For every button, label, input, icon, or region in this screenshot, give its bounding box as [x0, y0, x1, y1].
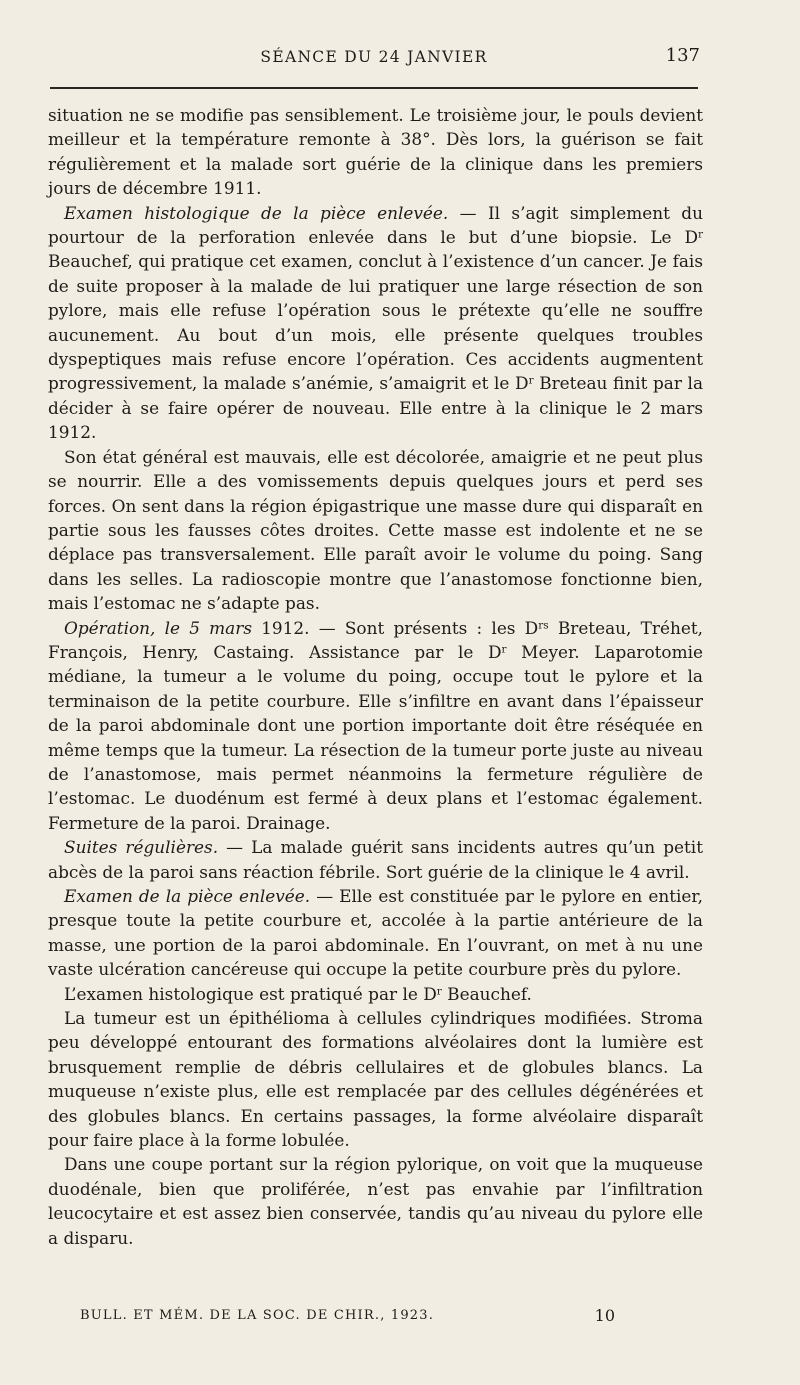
superscript: r — [501, 643, 507, 656]
text-run: La tumeur est un épithélioma à cellules cylindriques modifiées. Stroma peu développé entourant des formations alvéolaires dont la lumière est brusquement remplie de débris cellulaires et de globules blancs. La muqueuse n’existe plus, elle est remplacée par des cellules dégénérées et des globules blancs. En certains passages, la forme alvéolaire disparaît pour faire place à la forme lobulée. — [48, 1008, 703, 1151]
text-run: Breteau finit par la décider à se faire opérer de nouveau. Elle entre à la clinique le 2 mars 1912. — [48, 373, 704, 443]
superscript: rs — [538, 618, 549, 631]
superscript: r — [697, 228, 703, 241]
superscript: r — [436, 984, 442, 997]
paragraph — [48, 835, 703, 884]
paragraph — [48, 616, 703, 836]
footer-citation: BULL. ET MÉM. DE LA SOC. DE CHIR., 1923. — [80, 1308, 435, 1323]
text-run: L’examen histologique est pratiqué par le D — [64, 983, 437, 1004]
text-run: 1912. — Sont présents : les D — [251, 617, 539, 638]
text-run: Dans une coupe portant sur la région pylorique, on voit que la muqueuse duodénale, bien que proliférée, n’est pas envahie par l’infiltration leucocytaire et est assez bien conservée, tandis qu’au niveau du pylore elle a disparu. — [48, 1154, 703, 1248]
paragraph — [48, 1152, 703, 1250]
superscript: r — [528, 374, 534, 387]
text-run: Son état général est mauvais, elle est décolorée, amaigrie et ne peut plus se nourrir. Elle a des vomissements depuis quelques jours et perd ses forces. On sent dans la région épigastrique une masse dure qui disparaît en partie sous les fausses côtes droites. Cette masse est indolente et ne se déplace pas transversalement. Elle paraît avoir le volume du poing. Sang dans les selles. La radioscopie montre que l’anastomose fonctionne bien, mais l’estomac ne s’adapte pas. — [48, 446, 703, 614]
text-run: Beauchef, qui pratique cet examen, conclut à l’existence d’un cancer. Je fais de suite proposer à la malade de lui pratiquer une large résection de son pylore, mais elle refuse l’opération sous le prétexte qu’elle ne souffre aucunement. Au bout d’un mois, elle présente quelques troubles dyspeptiques mais refuse encore l’opération. Ces accidents augmentent progressivement, la malade s’anémie, s’amaigrit et le D — [48, 251, 703, 394]
text-run: Meyer. Laparotomie médiane, la tumeur a le volume du poing, occupe tout le pylore et la terminaison de la petite courbure. Elle s’infiltre en avant dans l’épaisseur de la paroi abdominale dont une portion importante doit être réséquée en même temps que la tumeur. La résection de la tumeur porte juste au niveau de l’anastomose, mais permet néanmoins la fermeture régulière de l’estomac. Le duodénum est fermé à deux plans et l’estomac également. Fermeture de la paroi. Drainage. — [48, 641, 703, 833]
running-header — [48, 45, 700, 71]
italic-heading: Suites régulières. — [64, 837, 219, 858]
text-run: — La malade guérit sans incidents autres qu’un petit abcès de la paroi sans réaction fébrile. Sort guérie de la clinique le 4 avril. — [48, 837, 703, 882]
paragraph — [48, 982, 703, 1006]
page-footer — [80, 1306, 615, 1328]
paragraph — [48, 1006, 703, 1152]
paragraph — [48, 103, 703, 201]
paragraph — [48, 201, 703, 445]
italic-heading: Examen histologique de la pièce enlevée. — [64, 202, 449, 223]
paragraph — [48, 445, 703, 616]
text-run: — Elle est constituée par le pylore en entier, presque toute la petite courbure et, accolée à la partie antérieure de la masse, une portion de la paroi abdominale. En l’ouvrant, on met à nu une vaste ulcération cancéreuse qui occupe la petite courbure près du pylore. — [48, 886, 703, 980]
header-rule — [50, 87, 698, 89]
italic-heading: Opération, le 5 mars — [64, 617, 252, 638]
italic-heading: Examen de la pièce enlevée. — [64, 886, 311, 906]
page-number: 137 — [665, 45, 700, 66]
text-run: situation ne se modifie pas sensiblement. Le troisième jour, le pouls devient meilleur et la température remonte à 38°. Dès lors, la guérison se fait régulièrement et la malade sort guérie de la clinique dans les premiers jours de décembre 1911. — [48, 105, 703, 199]
text-run: Beauchef. — [441, 983, 532, 1004]
body-text — [48, 103, 703, 1250]
paragraph — [48, 884, 703, 982]
text-run: Breteau, Tréhet, François, Henry, Castaing. Assistance par le D — [48, 617, 703, 662]
text-run: — Il s’agit simplement du pourtour de la perforation enlevée dans le but d’une biopsie. Le D — [48, 202, 703, 248]
footer-signature: 10 — [594, 1306, 615, 1325]
running-title: SÉANCE DU 24 JANVIER — [260, 48, 488, 66]
